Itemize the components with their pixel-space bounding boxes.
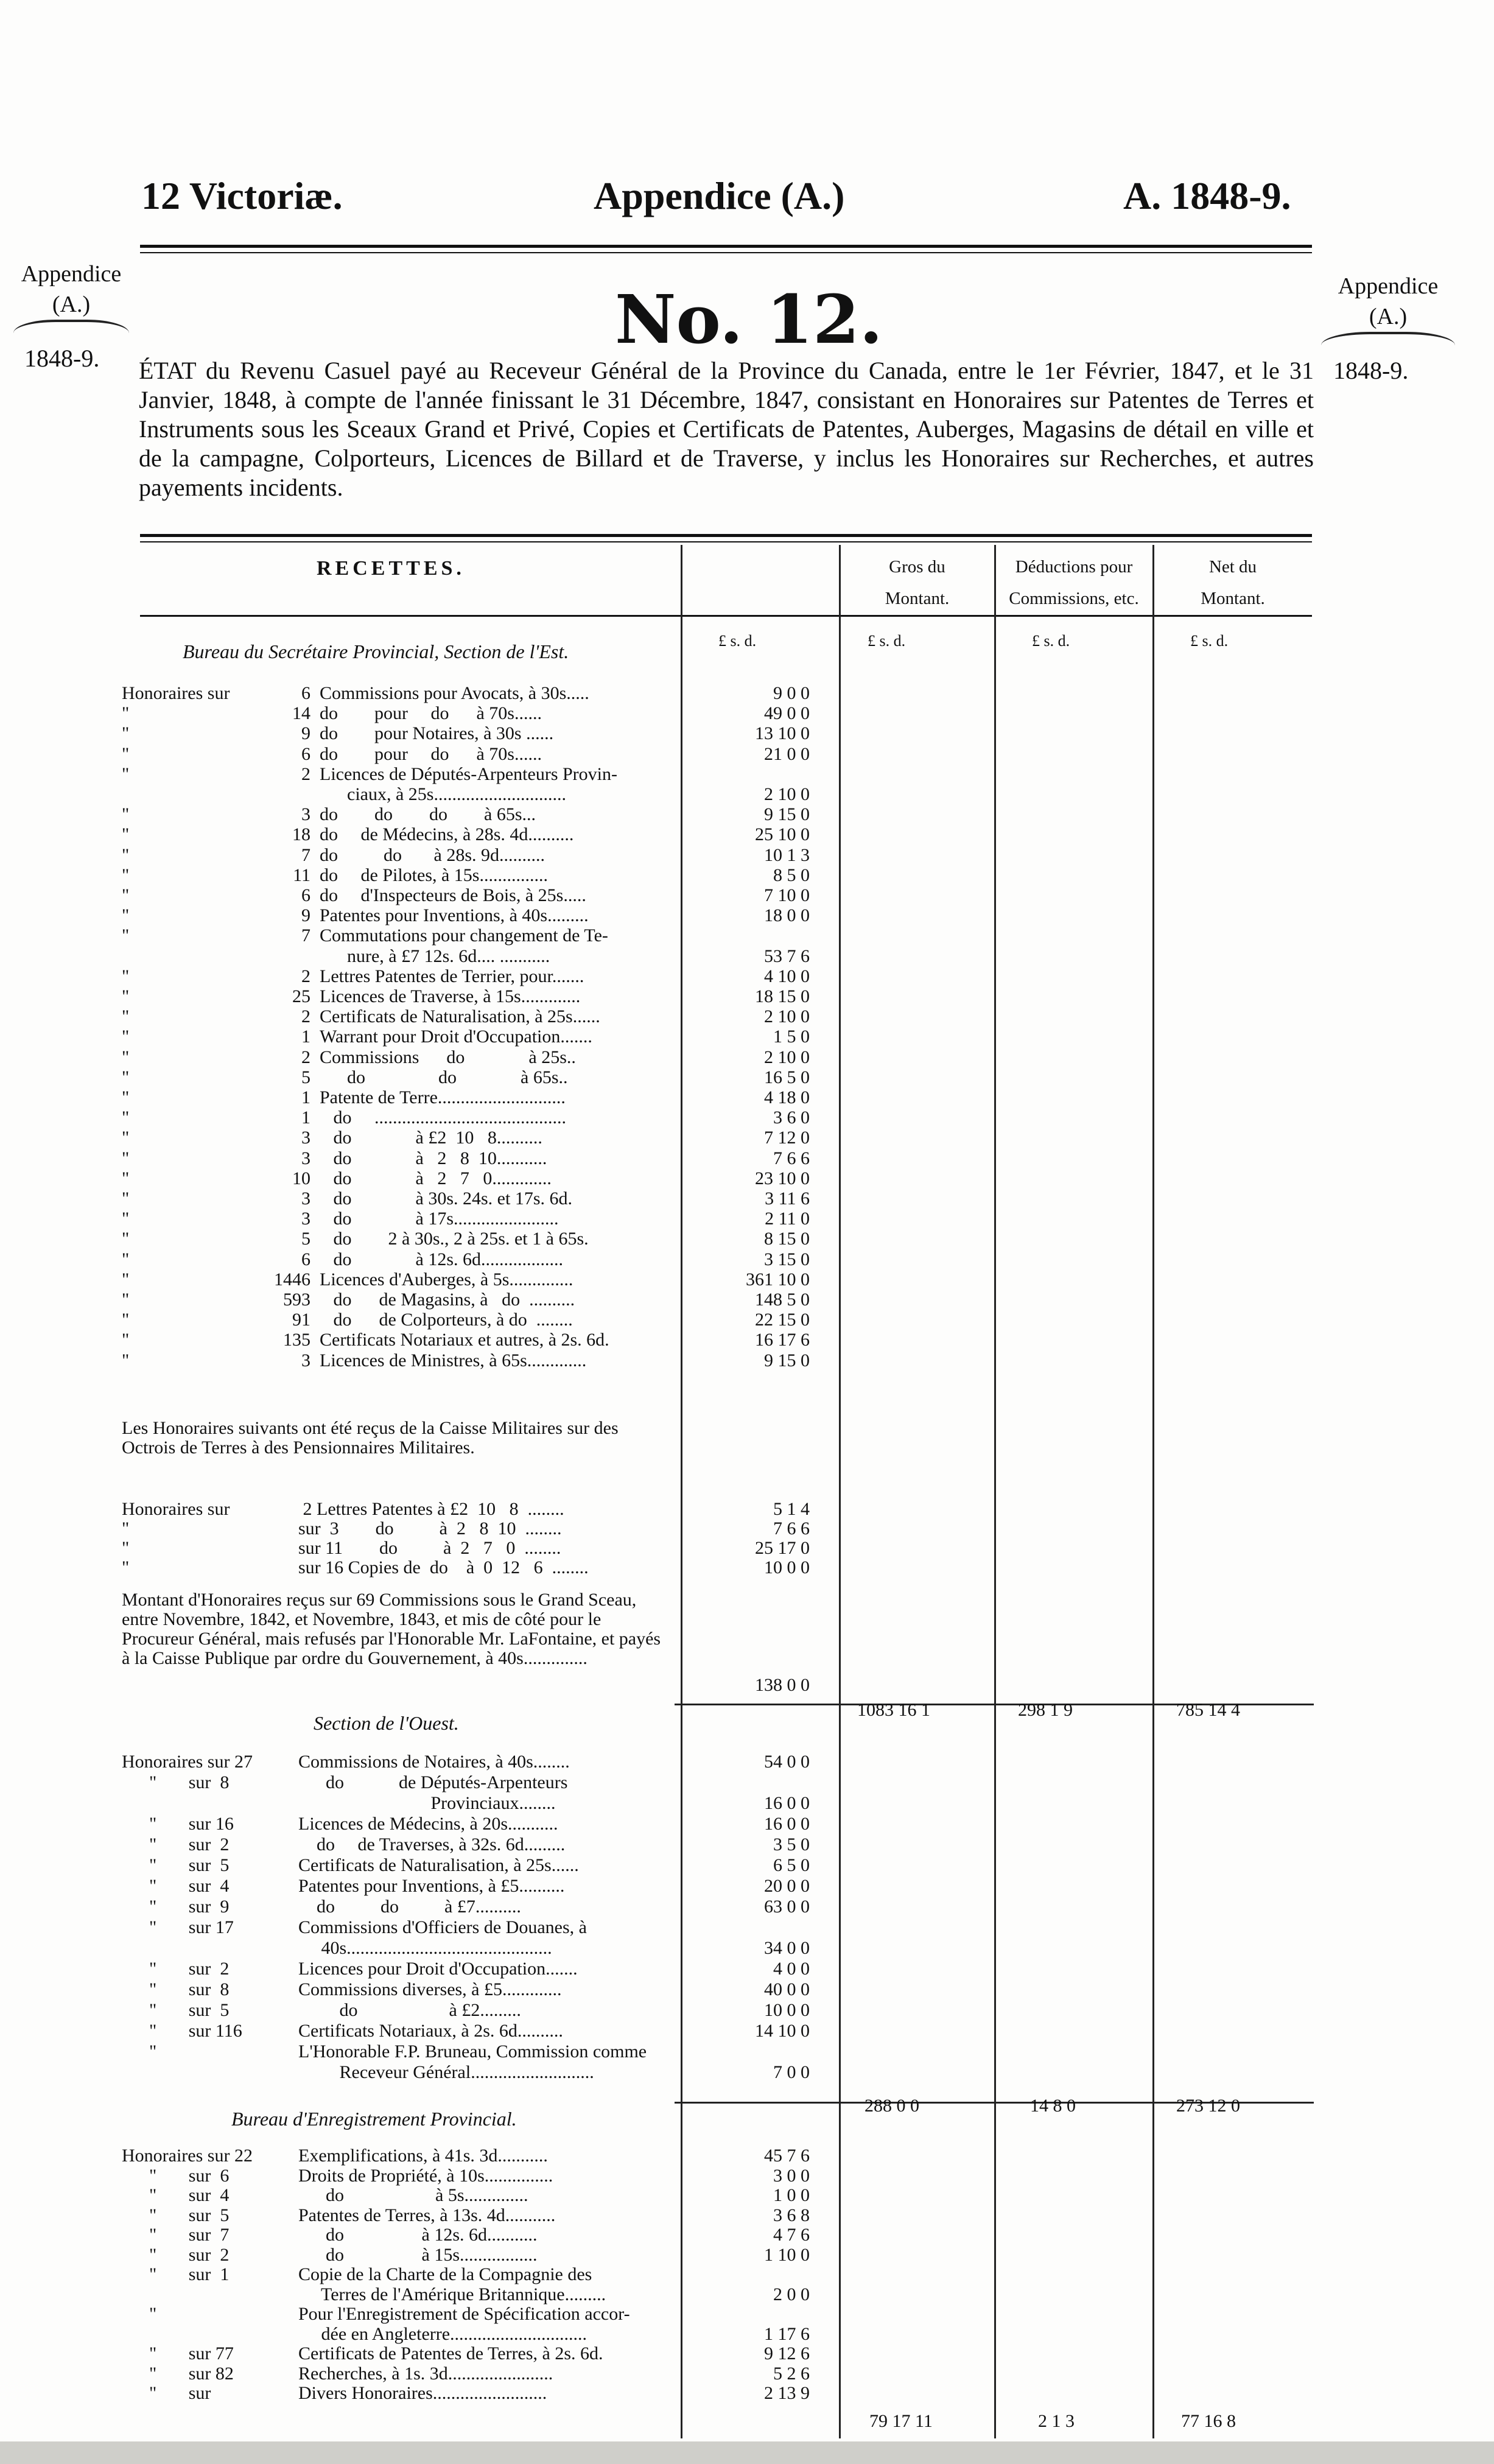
row-lead: "	[122, 865, 130, 885]
row-amount: 5 1 4	[773, 1499, 810, 1519]
col-line-1	[681, 545, 682, 2438]
row-description: Copie de la Charte de la Compagnie des	[298, 2264, 592, 2284]
row-amount: 54 0 0	[764, 1752, 810, 1772]
row-lead: "	[122, 1047, 130, 1067]
row-amount: 18 0 0	[764, 905, 810, 926]
row-amount: 7 12 0	[764, 1128, 810, 1148]
row-lead: " sur 116	[122, 2021, 242, 2041]
row-lead: "	[122, 2041, 157, 2062]
row-description: do de Traverses, à 32s. 6d.........	[298, 1834, 566, 1855]
row-description: Droits de Propriété, à 10s...............	[298, 2165, 553, 2186]
row-quantity: 3	[301, 1148, 310, 1168]
row-description: do à 15s.................	[298, 2244, 538, 2265]
table-head-rule	[140, 615, 1312, 617]
intro-paragraph: ÉTAT du Revenu Casuel payé au Receveur Général de la Province du Canada, entre le 1er Février, 1847, et le 31 Janvier, 1848, à compte de l'année finissant le 31 Décembre, 1847, consistant en Honoraires sur Patentes de Terres et Instruments sous les Sceaux Grand et Privé, Copies et Certificats de Patentes, Auberges, Magasins de détail en ville et de la campagne, Colporteurs, Licences de Billard et de Traverse, y inclus les Honoraires sur Recherches, et autres payements incidents.	[139, 357, 1314, 501]
enreg-total-net: 77 16 8	[1181, 2411, 1236, 2431]
row-amount: 8 15 0	[764, 1229, 810, 1249]
col-line-3	[994, 545, 996, 2438]
row-quantity: 5	[301, 1229, 310, 1249]
units-net: £ s. d.	[1190, 632, 1229, 650]
row-quantity: 6	[301, 885, 310, 905]
row-amount: 2 0 0	[773, 2284, 810, 2304]
enreg-total-deductions: 2 1 3	[1038, 2411, 1075, 2431]
row-description: Commissions d'Officiers de Douanes, à	[298, 1917, 587, 1937]
row-quantity: 593	[283, 1290, 310, 1310]
header-right: A. 1848-9.	[1123, 174, 1291, 217]
header-rule-bottom	[140, 252, 1312, 253]
row-amount: 5 2 6	[773, 2363, 810, 2384]
est-total-net: 785 14 4	[1176, 1700, 1240, 1720]
row-description: Commissions do à 25s..	[320, 1047, 576, 1067]
row-lead: Honoraires sur 27	[122, 1752, 253, 1772]
row-lead: "	[122, 1067, 130, 1087]
row-description: Commissions pour Avocats, à 30s.....	[320, 683, 589, 703]
gross-heading-line2: Montant.	[885, 589, 950, 608]
ouest-total-gross: 288 0 0	[864, 2096, 919, 2116]
row-amount: 20 0 0	[764, 1876, 810, 1896]
row-amount: 16 0 0	[764, 1793, 810, 1813]
row-amount: 3 5 0	[773, 1834, 810, 1855]
row-lead: " sur 5	[122, 1855, 230, 1875]
row-amount: 10 0 0	[764, 1557, 810, 1578]
ouest-total-deductions: 14 8 0	[1030, 2096, 1076, 2116]
est-total-deductions: 298 1 9	[1018, 1700, 1073, 1720]
row-lead: "	[122, 1148, 130, 1168]
row-lead: "	[122, 986, 130, 1006]
row-amount: 45 7 6	[764, 2146, 810, 2166]
row-quantity: 6	[301, 743, 310, 764]
row-description: Patentes pour Inventions, à 40s.........	[320, 905, 589, 926]
row-description: Certificats de Naturalisation, à 25s......	[298, 1855, 579, 1875]
row-description: Licences de Ministres, à 65s.............	[320, 1350, 587, 1371]
row-description: do pour Notaires, à 30s ......	[320, 723, 554, 744]
row-description: Lettres Patentes de Terrier, pour.......	[320, 966, 584, 986]
row-amount: 21 0 0	[764, 743, 810, 764]
row-quantity: 3	[301, 1188, 310, 1209]
ouest-total-net: 273 12 0	[1176, 2096, 1240, 2116]
row-description: do do do à 65s...	[320, 804, 536, 825]
row-amount: 7 10 0	[764, 885, 810, 905]
row-amount: 10 1 3	[764, 844, 810, 865]
row-lead: "	[122, 1087, 130, 1107]
row-amount: 2 10 0	[764, 1006, 810, 1027]
row-lead: "	[122, 1557, 130, 1578]
row-lead: " sur 6	[122, 2165, 230, 2186]
gross-heading	[840, 551, 994, 614]
row-quantity: 2	[301, 966, 310, 986]
units-amount: £ s. d.	[718, 632, 757, 650]
net-heading-line2: Montant.	[1201, 589, 1265, 608]
row-quantity: 3	[301, 1128, 310, 1148]
row-description: do d'Inspecteurs de Bois, à 25s.....	[320, 885, 586, 905]
row-amount: 1 10 0	[764, 2244, 810, 2265]
row-quantity: 7	[301, 925, 310, 946]
row-amount: 63 0 0	[764, 1897, 810, 1917]
row-lead: "	[122, 1310, 130, 1330]
row-lead: "	[122, 1209, 130, 1229]
row-lead: " sur 4	[122, 2185, 230, 2205]
row-quantity: 11	[293, 865, 310, 885]
row-amount: 2 11 0	[765, 1209, 810, 1229]
row-quantity: 9	[301, 723, 310, 744]
row-amount: 34 0 0	[764, 1938, 810, 1958]
row-amount: 8 5 0	[773, 865, 810, 885]
row-description: do de Pilotes, à 15s...............	[320, 865, 548, 885]
row-quantity: 7	[301, 844, 310, 865]
row-lead: " sur 2	[122, 2244, 230, 2265]
row-lead: " sur 9	[122, 1897, 230, 1917]
row-lead: "	[122, 703, 130, 724]
row-lead: "	[122, 1168, 130, 1188]
row-quantity: 14	[292, 703, 310, 724]
bottom-page-edge	[0, 2441, 1494, 2464]
row-lead: "	[122, 723, 130, 744]
row-amount: 13 10 0	[755, 723, 810, 744]
table-rule-top	[140, 534, 1312, 537]
row-description: do de Médecins, à 28s. 4d..........	[320, 824, 574, 845]
row-amount: 3 11 6	[765, 1188, 810, 1209]
row-lead: Honoraires sur	[122, 683, 230, 703]
row-description: Patente de Terre............................	[320, 1087, 566, 1107]
header-left: 12 Victoriæ.	[141, 174, 343, 217]
right-margin-label: Appendice	[1338, 273, 1439, 299]
row-amount: 9 15 0	[764, 804, 810, 825]
right-margin-note	[1321, 271, 1455, 345]
row-quantity: 1	[301, 1087, 310, 1107]
row-quantity: 5	[301, 1067, 310, 1087]
row-amount: 40 0 0	[764, 1979, 810, 1999]
row-amount: 10 0 0	[764, 2000, 810, 2020]
table-rule-top2	[140, 541, 1312, 542]
net-heading	[1154, 551, 1312, 614]
row-description: Receveur Général...........................	[298, 2062, 594, 2082]
enreg-total-gross: 79 17 11	[869, 2411, 933, 2431]
row-description: do de Députés-Arpenteurs	[298, 1772, 568, 1792]
row-description: do à 5s..............	[298, 2185, 528, 2205]
row-amount: 2 10 0	[764, 784, 810, 804]
row-lead: " sur 8	[122, 1772, 230, 1792]
row-quantity: 2	[301, 1006, 310, 1027]
row-amount: 7 6 6	[773, 1148, 810, 1168]
row-description: do de Colporteurs, à do ........	[320, 1310, 573, 1330]
row-lead: Honoraires sur 22	[122, 2146, 253, 2166]
row-lead: "	[122, 844, 130, 865]
row-description: Certificats Notariaux, à 2s. 6d..........	[298, 2021, 563, 2041]
row-lead: " sur 77	[122, 2343, 234, 2364]
row-lead: "	[122, 763, 130, 784]
row-description: Warrant pour Droit d'Occupation.......	[320, 1027, 592, 1047]
row-amount: 1 5 0	[773, 1027, 810, 1047]
row-lead: " sur 16	[122, 1814, 234, 1834]
row-lead: "	[122, 1269, 130, 1290]
row-lead: " sur 4	[122, 1876, 230, 1896]
row-description: do 2 à 30s., 2 à 25s. et 1 à 65s.	[320, 1229, 589, 1249]
right-margin-sub: (A.)	[1369, 304, 1408, 329]
section-ouest: Section de l'Ouest.	[314, 1712, 459, 1734]
row-description: sur 11 do à 2 7 0 ........	[298, 1538, 561, 1558]
row-amount: 16 0 0	[764, 1814, 810, 1834]
row-description: do à 12s. 6d...........	[298, 2225, 538, 2245]
row-description: do à £2 10 8..........	[320, 1128, 542, 1148]
row-description: do do à 28s. 9d..........	[320, 844, 545, 865]
row-lead: "	[122, 824, 130, 845]
row-amount: 1 17 6	[764, 2323, 810, 2344]
row-description: Divers Honoraires.........................	[298, 2383, 547, 2403]
lafontaine-amount: 138 0 0	[755, 1675, 810, 1695]
row-lead: "	[122, 743, 130, 764]
row-description: do à 17s.......................	[320, 1209, 559, 1229]
row-description: do de Magasins, à do ..........	[320, 1290, 575, 1310]
row-lead: "	[122, 885, 130, 905]
row-lead: "	[122, 1229, 130, 1249]
row-lead: " sur 2	[122, 1834, 230, 1855]
row-amount: 4 7 6	[773, 2225, 810, 2245]
row-quantity: 18	[292, 824, 310, 845]
row-description: do do à 65s..	[320, 1067, 568, 1087]
row-amount: 16 5 0	[764, 1067, 810, 1087]
row-description: Commissions diverses, à £5.............	[298, 1979, 562, 1999]
row-lead: " sur 5	[122, 2000, 230, 2020]
row-quantity: 135	[283, 1330, 310, 1350]
row-description: sur 3 do à 2 8 10 ........	[298, 1518, 562, 1539]
row-amount: 4 0 0	[773, 1959, 810, 1979]
row-amount: 4 18 0	[764, 1087, 810, 1107]
row-description: do do à £7..........	[298, 1897, 521, 1917]
row-lead: " sur 17	[122, 1917, 234, 1937]
row-quantity: 3	[301, 1350, 310, 1371]
left-margin-label: Appendice	[21, 261, 122, 287]
row-lead: " sur 82	[122, 2363, 234, 2384]
col-line-4	[1152, 545, 1154, 2438]
row-amount: 148 5 0	[755, 1290, 810, 1310]
header-center: Appendice (A.)	[594, 174, 845, 217]
row-amount: 7 6 6	[773, 1518, 810, 1539]
deductions-heading-line2: Commissions, etc.	[1009, 589, 1139, 608]
row-description: do pour do à 70s......	[320, 703, 542, 724]
row-description: Licences de Médecins, à 20s...........	[298, 1814, 558, 1834]
row-description: L'Honorable F.P. Bruneau, Commission comme	[298, 2041, 647, 2062]
row-description: Provinciaux........	[298, 1793, 556, 1813]
row-amount: 3 15 0	[764, 1249, 810, 1269]
section-est: Bureau du Secrétaire Provincial, Section de l'Est.	[183, 641, 569, 662]
row-description: Certificats de Naturalisation, à 25s......	[320, 1006, 600, 1027]
row-lead: "	[122, 1350, 130, 1371]
row-amount: 14 10 0	[755, 2021, 810, 2041]
col-line-2	[839, 545, 841, 2438]
row-lead: "	[122, 905, 130, 926]
row-quantity: 10	[292, 1168, 310, 1188]
row-lead: " sur	[122, 2383, 211, 2403]
net-heading-line1: Net du	[1208, 557, 1257, 577]
row-quantity: 2	[301, 763, 310, 784]
row-amount: 23 10 0	[755, 1168, 810, 1188]
row-quantity: 3	[301, 1209, 310, 1229]
row-lead: "	[122, 1290, 130, 1310]
military-note: Les Honoraires suivants ont été reçus de la Caisse Militaires sur des Octrois de Terres à des Pensionnaires Militaires.	[122, 1418, 619, 1458]
section-enregistrement: Bureau d'Enregistrement Provincial.	[231, 2108, 517, 2130]
row-lead: "	[122, 966, 130, 986]
row-description: do ..........................................	[320, 1107, 566, 1128]
row-quantity: 91	[292, 1310, 310, 1330]
row-lead: "	[122, 1330, 130, 1350]
row-lead: Honoraires sur	[122, 1499, 230, 1519]
row-lead: " sur 7	[122, 2225, 230, 2245]
row-description: Certificats de Patentes de Terres, à 2s. 6d.	[298, 2343, 603, 2364]
row-description: Terres de l'Amérique Britannique.........	[298, 2284, 606, 2304]
left-margin-sub: (A.)	[52, 292, 91, 317]
receipts-heading: RECETTES.	[317, 557, 465, 580]
row-quantity: 3	[301, 804, 310, 825]
row-description: Licences de Députés-Arpenteurs Provin-	[320, 763, 617, 784]
document-number: No. 12.	[615, 280, 883, 359]
row-amount: 18 15 0	[755, 986, 810, 1006]
row-amount: 9 15 0	[764, 1350, 810, 1371]
row-description: do à £2.........	[298, 2000, 521, 2020]
row-quantity: 1	[301, 1027, 310, 1047]
row-description: Licences pour Droit d'Occupation.......	[298, 1959, 578, 1979]
row-description: Exemplifications, à 41s. 3d...........	[298, 2146, 548, 2166]
row-quantity: 1446	[274, 1269, 310, 1290]
row-description: sur 16 Copies de do à 0 12 6 ........	[298, 1557, 589, 1578]
row-amount: 53 7 6	[764, 946, 810, 966]
row-description: ciaux, à 25s.............................	[320, 784, 566, 804]
row-description: do pour do à 70s......	[320, 743, 542, 764]
row-amount: 4 10 0	[764, 966, 810, 986]
row-quantity: 6	[301, 1249, 310, 1269]
row-quantity: 1	[301, 1107, 310, 1128]
row-description: Commissions de Notaires, à 40s........	[298, 1752, 570, 1772]
right-margin-brace	[1321, 332, 1455, 345]
row-amount: 3 6 0	[773, 1107, 810, 1128]
row-lead: "	[122, 1188, 130, 1209]
right-margin-year: 1848-9.	[1333, 357, 1409, 384]
row-lead: " sur 2	[122, 1959, 230, 1979]
row-description: do à 2 7 0.............	[320, 1168, 552, 1188]
row-lead: "	[122, 1107, 130, 1128]
row-amount: 16 17 6	[755, 1330, 810, 1350]
left-margin-brace	[13, 320, 129, 333]
row-lead: " sur 8	[122, 1979, 230, 1999]
row-amount: 25 10 0	[755, 824, 810, 845]
row-amount: 25 17 0	[755, 1538, 810, 1558]
row-quantity: 9	[301, 905, 310, 926]
row-quantity: 6	[301, 683, 310, 703]
row-lead: "	[122, 1128, 130, 1148]
row-lead: "	[122, 1518, 130, 1539]
row-amount: 2 13 9	[764, 2383, 810, 2403]
row-description: Recherches, à 1s. 3d.......................	[298, 2363, 553, 2384]
row-amount: 1 0 0	[773, 2185, 810, 2205]
row-description: Commutations pour changement de Te-	[320, 925, 608, 946]
row-amount: 9 12 6	[764, 2343, 810, 2364]
row-amount: 6 5 0	[773, 1855, 810, 1875]
row-lead: "	[122, 1249, 130, 1269]
row-lead: "	[122, 1027, 130, 1047]
row-description: Certificats Notariaux et autres, à 2s. 6d.	[320, 1330, 609, 1350]
row-description: dée en Angleterre..............................	[298, 2323, 587, 2344]
deductions-heading	[995, 551, 1152, 614]
units-gross: £ s. d.	[868, 632, 906, 650]
row-lead: " sur 1	[122, 2264, 230, 2284]
row-quantity: 2	[301, 1047, 310, 1067]
row-amount: 22 15 0	[755, 1310, 810, 1330]
row-amount: 9 0 0	[773, 683, 810, 703]
deductions-heading-line1: Déductions pour	[1015, 557, 1133, 577]
row-lead: "	[122, 804, 130, 825]
row-lead: " sur 5	[122, 2205, 230, 2225]
row-description: Licences de Traverse, à 15s.............	[320, 986, 581, 1006]
lafontaine-note: Montant d'Honoraires reçus sur 69 Commissions sous le Grand Sceau, entre Novembre, 1842, et Novembre, 1843, et mis de côté pour le Procureur Général, mais refusés par l'Honorable Mr. LaFontaine, et payés à la Caisse Publique par ordre du Gouvernement, à 40s..............	[122, 1590, 661, 1668]
row-description: do à 2 8 10...........	[320, 1148, 547, 1168]
row-lead: "	[122, 1006, 130, 1027]
row-description: do à 12s. 6d..................	[320, 1249, 563, 1269]
row-amount: 3 0 0	[773, 2165, 810, 2186]
row-description: nure, à £7 12s. 6d.... ...........	[320, 946, 550, 966]
row-description: Patentes de Terres, à 13s. 4d...........	[298, 2205, 556, 2225]
row-lead: "	[122, 1538, 130, 1558]
left-margin-note	[13, 259, 129, 333]
left-margin-year: 1848-9.	[24, 345, 100, 372]
row-amount: 361 10 0	[746, 1269, 810, 1290]
units-deductions: £ s. d.	[1032, 632, 1070, 650]
row-lead: "	[122, 2304, 157, 2324]
row-description: Patentes pour Inventions, à £5..........	[298, 1876, 565, 1896]
row-quantity: 25	[292, 986, 310, 1006]
row-description: Licences d'Auberges, à 5s..............	[320, 1269, 573, 1290]
row-lead: "	[122, 925, 130, 946]
row-description: Pour l'Enregistrement de Spécification accor-	[298, 2304, 630, 2324]
row-amount: 3 6 8	[773, 2205, 810, 2225]
row-amount: 7 0 0	[773, 2062, 810, 2082]
est-total-gross: 1083 16 1	[857, 1700, 930, 1720]
row-description: 2 Lettres Patentes à £2 10 8 ........	[298, 1499, 564, 1519]
row-description: do à 30s. 24s. et 17s. 6d.	[320, 1188, 572, 1209]
row-description: 40s.............................................	[298, 1938, 552, 1958]
row-amount: 49 0 0	[764, 703, 810, 724]
gross-heading-line1: Gros du	[889, 557, 945, 577]
header-rule-top	[140, 245, 1312, 248]
row-amount: 2 10 0	[764, 1047, 810, 1067]
